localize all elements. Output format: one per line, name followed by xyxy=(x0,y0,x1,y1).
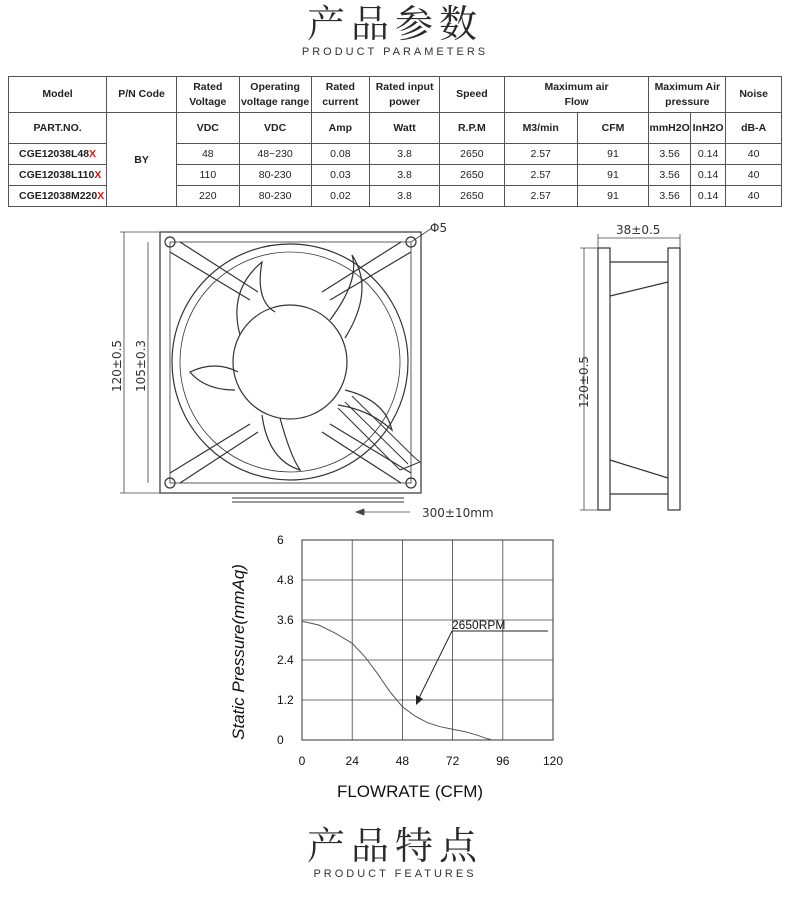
side-body-line xyxy=(610,282,668,296)
hole-dim-label: Φ5 xyxy=(430,221,448,235)
unit-cell: dB-A xyxy=(726,113,782,144)
performance-chart xyxy=(229,533,563,801)
table-cell: 91 xyxy=(577,144,649,165)
table-cell: 2.57 xyxy=(504,186,577,207)
depth-dim-label: 38±0.5 xyxy=(616,223,661,237)
features-title-cn: 产品特点 xyxy=(306,824,483,868)
inner-dim-label: 105±0.3 xyxy=(134,339,148,392)
part-suffix: X xyxy=(97,190,105,202)
fan-blade xyxy=(190,366,238,390)
table-cell: 0.08 xyxy=(311,144,370,165)
table-cell: 2650 xyxy=(439,144,504,165)
col-model: Model xyxy=(9,77,107,113)
pn-code-cell: BY xyxy=(107,113,177,207)
unit-cell: VDC xyxy=(176,113,239,144)
outer-dim-label: 120±0.5 xyxy=(110,339,124,392)
table-cell: 40 xyxy=(726,186,782,207)
front-dimensions xyxy=(120,228,432,515)
table-cell: 48~230 xyxy=(239,144,311,165)
unit-cell: CFM xyxy=(577,113,649,144)
part-suffix: X xyxy=(94,169,102,181)
part-number-text: CGE12038L110 xyxy=(19,169,95,181)
table-cell: 3.8 xyxy=(370,186,440,207)
y-tick-label: 0 xyxy=(277,733,284,747)
table-cell: 3.8 xyxy=(370,165,440,186)
wire-lead xyxy=(232,498,404,502)
side-dimensions xyxy=(580,234,680,510)
wire-dim-label: 300±10mm xyxy=(422,506,494,520)
x-tick-label: 48 xyxy=(395,754,410,768)
y-tick-label: 2.4 xyxy=(277,653,294,667)
y-tick-label: 1.2 xyxy=(277,693,294,707)
fan-blade xyxy=(262,415,300,470)
unit-cell: R.P.M xyxy=(439,113,504,144)
fan-hub xyxy=(233,305,347,419)
unit-cell: M3/min xyxy=(504,113,577,144)
col-max-airflow-label: Maximum air Flow xyxy=(544,80,609,108)
part-number-text: CGE12038L48 xyxy=(19,148,90,160)
unit-cell: VDC xyxy=(239,113,311,144)
side-flange-left xyxy=(598,248,610,510)
table-cell: 48 xyxy=(176,144,239,165)
col-rated-power: Rated input power xyxy=(370,77,440,113)
table-cell: 91 xyxy=(577,165,649,186)
brace-bottom-left xyxy=(170,424,258,483)
table-cell: 110 xyxy=(176,165,239,186)
y-tick-label: 3.6 xyxy=(277,613,294,627)
table-cell: 2650 xyxy=(439,165,504,186)
table-cell: 40 xyxy=(726,144,782,165)
table-cell: 0.14 xyxy=(690,144,725,165)
col-pn-code: P/N Code xyxy=(107,77,177,113)
table-cell: 2650 xyxy=(439,186,504,207)
x-tick-label: 96 xyxy=(496,754,510,768)
table-cell: 0.02 xyxy=(311,186,370,207)
table-cell: 40 xyxy=(726,165,782,186)
side-height-dim-label: 120±0.5 xyxy=(577,355,591,408)
table-cell: 80-230 xyxy=(239,165,311,186)
table-cell: 3.56 xyxy=(649,186,690,207)
y-axis-label: Static Pressure(mmAq) xyxy=(229,564,248,740)
parameters-title-cn: 产品参数 xyxy=(306,2,483,46)
y-tick-label: 6 xyxy=(277,533,284,547)
col-speed: Speed xyxy=(439,77,504,113)
table-cell: 3.56 xyxy=(649,165,690,186)
side-body-line xyxy=(610,460,668,478)
part-number-text: CGE12038M220 xyxy=(19,190,98,202)
features-header xyxy=(0,824,790,880)
x-tick-label: 24 xyxy=(345,754,359,768)
unit-part-no: PART.NO. xyxy=(9,113,107,144)
x-tick-label: 0 xyxy=(298,754,306,768)
col-noise: Noise xyxy=(726,77,782,113)
chart-x-ticks xyxy=(299,754,564,768)
fan-shroud-outer xyxy=(172,244,408,480)
table-cell: 0.03 xyxy=(311,165,370,186)
table-cell: 220 xyxy=(176,186,239,207)
fan-front-view xyxy=(160,232,421,502)
unit-cell: InH2O xyxy=(690,113,725,144)
unit-cell: mmH2O xyxy=(649,113,690,144)
annotation-label: 2650RPM xyxy=(452,618,506,632)
table-cell: 91 xyxy=(577,186,649,207)
fan-side-view xyxy=(598,248,680,510)
fan-blade xyxy=(237,262,275,335)
features-title-en: PRODUCT FEATURES xyxy=(313,868,477,880)
parameters-title-en: PRODUCT PARAMETERS xyxy=(301,46,489,58)
unit-cell: Amp xyxy=(311,113,370,144)
brace-top-right xyxy=(322,242,411,300)
wire-bundle xyxy=(338,396,415,470)
chart-plot-area xyxy=(302,540,553,740)
fan-shroud-inner xyxy=(180,252,400,472)
table-cell: 2.57 xyxy=(504,165,577,186)
chart-y-ticks xyxy=(277,533,294,747)
chart-grid xyxy=(302,540,553,740)
fan-frame-outer xyxy=(160,232,421,493)
col-rated-voltage: Rated Voltage xyxy=(176,77,239,113)
fan-blade xyxy=(338,390,392,430)
y-tick-label: 4.8 xyxy=(277,573,294,587)
table-cell: 3.8 xyxy=(370,144,440,165)
col-operating-voltage: Operating voltage range xyxy=(239,77,311,113)
col-rated-current: Rated current xyxy=(311,77,370,113)
unit-cell: Watt xyxy=(370,113,440,144)
x-axis-label: FLOWRATE (CFM) xyxy=(336,782,484,801)
table-cell: 2.57 xyxy=(504,144,577,165)
table-cell: 3.56 xyxy=(649,144,690,165)
annotation-leader xyxy=(418,631,452,700)
x-tick-label: 72 xyxy=(445,754,460,768)
wire-dim-arrow xyxy=(356,509,364,515)
side-flange-right xyxy=(668,248,680,510)
x-tick-label: 120 xyxy=(542,754,564,768)
chart-series-2650rpm xyxy=(302,621,492,740)
col-max-pressure-label: Maximum Air pressure xyxy=(654,80,721,108)
part-suffix: X xyxy=(89,148,97,160)
table-cell: 0.14 xyxy=(690,165,725,186)
table-cell: 80-230 xyxy=(239,186,311,207)
table-cell: 0.14 xyxy=(690,186,725,207)
